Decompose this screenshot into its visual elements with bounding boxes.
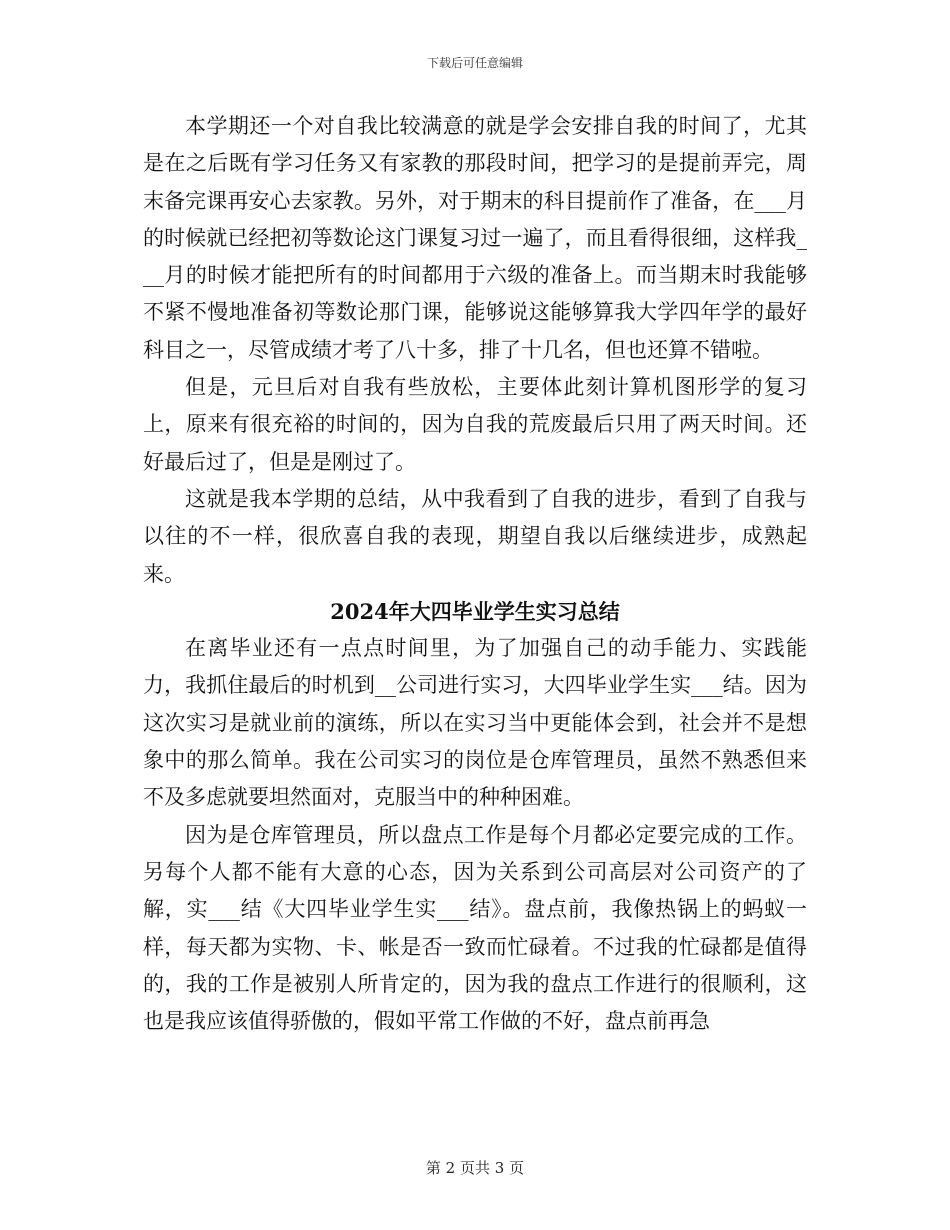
paragraph-inventory-work: 因为是仓库管理员，所以盘点工作是每个月都必定要完成的工作。另每个人都不能有大意的心态，因为关系到公司高层对公司资产的了解，实___结《大四毕业学生实___结》。盘点前，我像热锅上的蚂蚁一样，每天都为实物、卡、帐是否一致而忙碌着。不过我的忙碌都是值得的，我的工作是被别人所肯定的，因为我的盘点工作进行的很顺利，这也是我应该值得骄傲的，假如平常工作做的不好，盘点前再急 [143,822,807,1034]
section-title: 2024年大四毕业学生实习总结 [330,598,620,624]
paragraph-internship-intro: 在离毕业还有一点点时间里，为了加强自己的动手能力、实践能力，我抓住最后的时机到__公司进行实习，大四毕业学生实___结。因为这次实习是就业前的演练，所以在实习当中更能体会到，社会并不是想象中的那么简单。我在公司实习的岗位是仓库管理员，虽然不熟悉但来不及多虑就要坦然面对，克服当中的种种困难。 [143,636,807,810]
page-number-footer: 第 2 页共 3 页 [425,1159,525,1177]
document-body [143,108,807,1040]
paragraph-new-year-review: 但是，元旦后对自我有些放松，主要体此刻计算机图形学的复习上，原来有很充裕的时间的，因为自我的荒废最后只用了两天时间。还好最后过了，但是是刚过了。 [143,375,807,474]
paragraph-time-management: 本学期还一个对自我比较满意的就是学会安排自我的时间了，尤其是在之后既有学习任务又有家教的那段时间，把学习的是提前弄完，周末备完课再安心去家教。另外，对于期末的科目提前作了准备，在___月的时候就已经把初等数论这门课复习过一遍了，而且看得很细，这样我___月的时候才能把所有的时间都用于六级的准备上。而当期末时我能够不紧不慢地准备初等数论那门课，能够说这能够算我大学四年学的最好科目之一，尽管成绩才考了八十多，排了十几名，但也还算不错啦。 [143,114,807,362]
page-header: 下载后可任意编辑 [426,56,523,70]
paragraph-semester-conclusion: 这就是我本学期的总结，从中我看到了自我的进步，看到了自我与以往的不一样，很欣喜自我的表现，期望自我以后继续进步，成熟起来。 [143,486,807,586]
